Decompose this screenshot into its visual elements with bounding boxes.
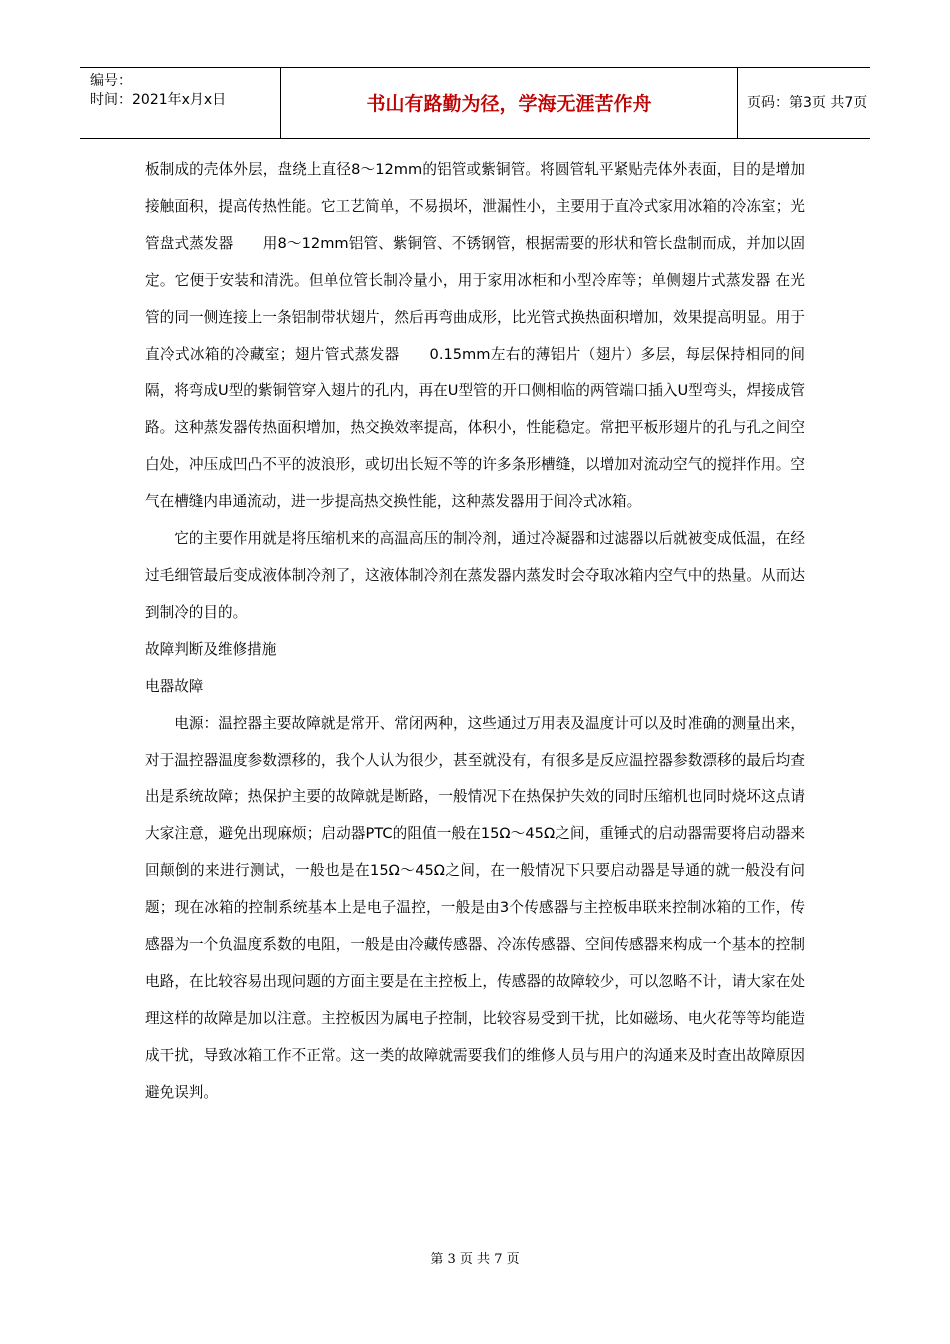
body-paragraph-power-faults: 电源：温控器主要故障就是常开、常闭两种，这些通过万用表及温度计可以及时准确的测量出来，对于温控器温度参数漂移的，我个人认为很少，甚至就没有，有很多是反应温控器参数漂移的最后均查出是系统故障；热保护主要的故障就是断路，一般情况下在热保护失效的同时压缩机也同时烧坏这点请大家注意，避免出现麻烦；启动器PTC的阻值一般在15Ω～45Ω之间，重锤式的启动器需要将启动器来回颠倒的来进行测试，一般也是在15Ω～45Ω之间，在一般情况下只要启动器是导通的就一般没有问题；现在冰箱的控制系统基本上是电子温控，一般是由3个传感器与主控板串联来控制冰箱的工作，传感器为一个负温度系数的电阻，一般是由冷藏传感器、冷冻传感器、空间传感器来构成一个基本的控制电路，在比较容易出现问题的方面主要是在主控板上，传感器的故障较少，可以忽略不计，请大家在处理这样的故障是加以注意。主控板因为属电子控制，比较容易受到干扰，比如磁场、电火花等等均能造成干扰，导致冰箱工作不正常。这一类的故障就需要我们的维修人员与用户的沟通来及时查出故障原因避免误判。 — [145, 714, 805, 1101]
section-heading-fault-diagnosis: 故障判断及维修措施 — [145, 640, 277, 658]
body-paragraph-evaporator-types: 板制成的壳体外层，盘绕上直径8～12mm的铝管或紫铜管。将圆管轧平紧贴壳体外表面，目的是增加接触面积，提高传热性能。它工艺简单，不易损坏，泄漏性小，主要用于直冷式家用冰箱的冷冻室；光管盘式蒸发器 用8～12mm铝管、紫铜管、不锈钢管，根据需要的形状和管长盘制而成，并加以固定。它便于安装和清洗。但单位管长制冷量小，用于家用冰柜和小型冷库等；单侧翅片式蒸发器 在光管的同一侧连接上一条铝制带状翅片，然后再弯曲成形，比光管式换热面积增加，效果提高明显。用于直冷式冰箱的冷藏室；翅片管式蒸发器 0.15mm左右的薄铝片（翅片）多层，每层保持相同的间隔，将弯成U型的紫铜管穿入翅片的孔内，再在U型管的开口侧相临的两管端口插入U型弯头，焊接成管路。这种蒸发器传热面积增加，热交换效率提高，体积小，性能稳定。常把平板形翅片的孔与孔之间空白处，冲压成凹凸不平的波浪形，或切出长短不等的许多条形槽缝，以增加对流动空气的搅拌作用。空气在槽缝内串通流动，进一步提高热交换性能，这种蒸发器用于间冷式冰箱。 — [145, 161, 805, 511]
header-page-info: 页码：第3页 共7页 — [747, 95, 868, 111]
header-info-cell — [80, 68, 280, 138]
document-number-label: 编号： — [90, 73, 132, 89]
page-header — [80, 67, 870, 139]
header-motto-cell — [280, 68, 738, 138]
page-footer-number: 第 3 页 共 7 页 — [430, 1252, 520, 1267]
header-motto: 书山有路勤为径，学海无涯苦作舟 — [366, 93, 652, 115]
document-date: 时间：2021年x月x日 — [90, 92, 227, 108]
section-heading-electrical-faults: 电器故障 — [145, 677, 204, 695]
header-page-cell — [737, 68, 870, 138]
body-paragraph-evaporator-function: 它的主要作用就是将压缩机来的高温高压的制冷剂，通过冷凝器和过滤器以后就被变成低温，在经过毛细管最后变成液体制冷剂了，这液体制冷剂在蒸发器内蒸发时会夺取冰箱内空气中的热量。从而达到制冷的目的。 — [145, 530, 805, 621]
document-body — [145, 152, 805, 1112]
